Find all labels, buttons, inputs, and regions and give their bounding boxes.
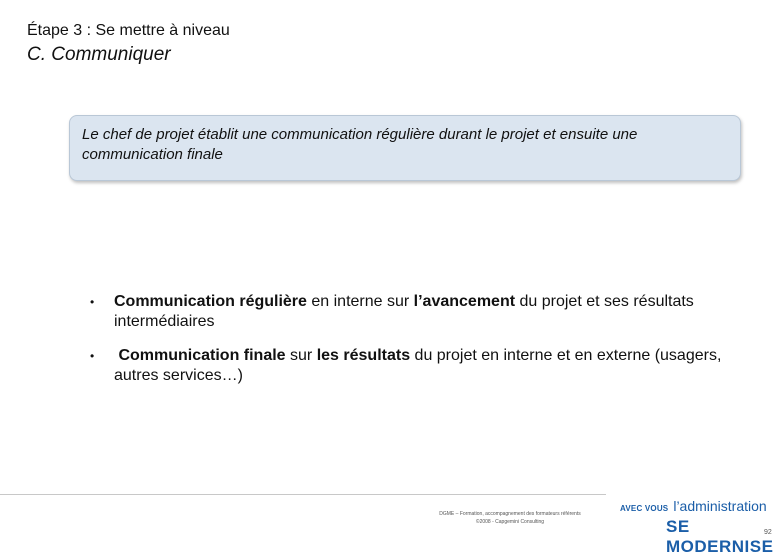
bullet-text-bold: l’avancement bbox=[413, 293, 516, 310]
footer-line-2: ©2008 - Capgemini Consulting bbox=[475, 519, 545, 525]
bullet-text: sur bbox=[285, 347, 317, 364]
bullet-item bbox=[90, 292, 730, 332]
bullet-item bbox=[90, 346, 730, 386]
bullet-text: du projet et ses résultats intermédiaires bbox=[114, 293, 694, 330]
callout-text: Le chef de projet établit une communication régulière durant le projet et ensuite une communication finale bbox=[82, 126, 638, 163]
summary-callout bbox=[69, 115, 741, 181]
bullet-marker: • bbox=[90, 349, 95, 363]
logo-avec-vous: AVEC VOUS bbox=[620, 504, 669, 513]
logo-se-modernise: SE MODERNISE bbox=[666, 517, 774, 556]
step-title: Étape 3 : Se mettre à niveau bbox=[27, 22, 230, 39]
bullet-text-bold: les résultats bbox=[316, 347, 411, 364]
footer-line-1: DGME – Formation, accompagnement des formateurs référents bbox=[439, 511, 581, 517]
footer-text bbox=[390, 510, 630, 526]
bullet-text-bold: Communication régulière bbox=[114, 293, 307, 310]
bullet-text: en interne sur bbox=[306, 293, 414, 310]
logo-administration: l’administration bbox=[673, 498, 767, 514]
bullet-text-bold: Communication finale bbox=[114, 347, 286, 364]
slide-header bbox=[27, 21, 230, 67]
page-number: 92 bbox=[764, 529, 772, 536]
bullet-text: du projet en interne et en externe (usagers, autres services…) bbox=[114, 347, 722, 384]
bullet-list bbox=[90, 292, 730, 400]
logo-top-line bbox=[620, 498, 767, 516]
bullet-marker: • bbox=[90, 295, 95, 309]
modernisation-logo bbox=[606, 494, 780, 556]
section-title: C. Communiquer bbox=[27, 44, 171, 65]
